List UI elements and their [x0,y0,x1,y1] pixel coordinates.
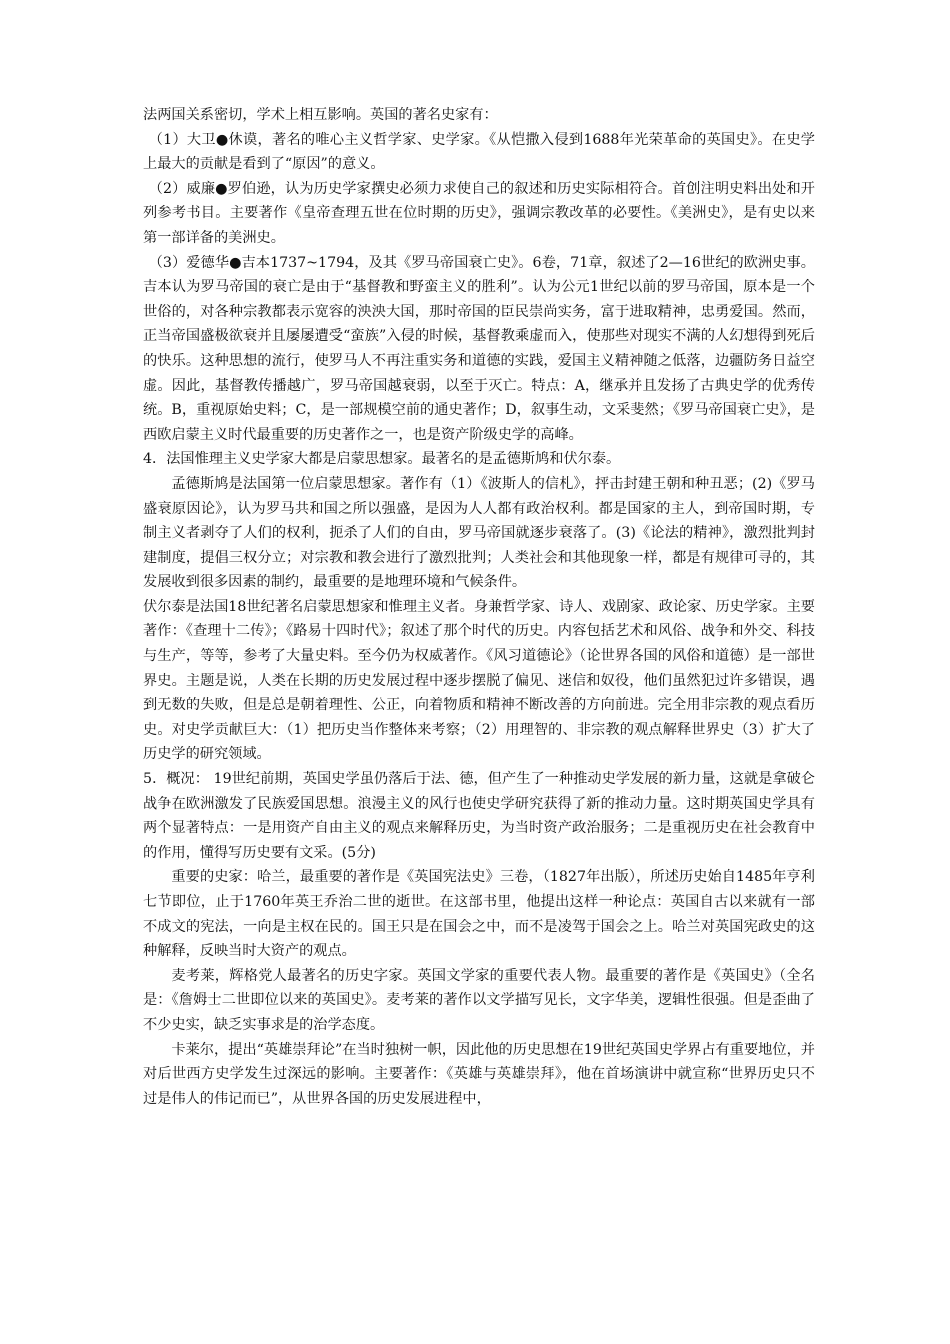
section-4-heading: 4．法国惟理主义史学家大都是启蒙思想家。最著名的是孟德斯鸠和伏尔泰。 [143,451,621,468]
paragraph-robertson: （2）威廉●罗伯逊，认为历史学家撰史必须力求使自己的叙述和历史实际相符合。首创注明史料出处和开列参考书目。主要著作《皇帝查理五世在位时期的历史》，强调宗教改革的必要性。《美洲史》，是有史以来第一部详备的美洲史。 [143,180,815,246]
paragraph-hallam: 重要的史家：哈兰，最重要的著作是《英国宪法史》三卷，（1827年出版），所述历史始自1485年亨利七节即位，止于1760年英王乔治二世的逝世。在这部书里，他提出这样一种论点：英国自古以来就有一部不成文的宪法，一向是主权在民的。国王只是在国会之中，而不是凌驾于国会之上。哈兰对英国宪政史的这种解释，反映当时大资产的观点。 [143,869,815,960]
document-page [143,103,815,1111]
intro-paragraph: 法两国关系密切，学术上相互影响。英国的著名史家有： [143,107,498,123]
paragraph-hume: （1）大卫●休谟，著名的唯心主义哲学家、史学家。《从恺撒入侵到1688年光荣革命的英国史》。在史学上最大的贡献是看到了“原因”的意义。 [143,131,815,173]
paragraph-carlyle: 卡莱尔，提出“英雄崇拜论”在当时独树一帜，因此他的历史思想在19世纪英国史学界占有重要地位，并对后世西方史学发生过深远的影响。主要著作：《英雄与英雄崇拜》，他在首场演讲中就宣称“世界历史只不过是伟人的伟记而已”，从世界各国的历史发展进程中， [143,1041,815,1107]
paragraph-voltaire: 伏尔泰是法国18世纪著名启蒙思想家和惟理主义者。身兼哲学家、诗人、戏剧家、政论家、历史学家。主要著作：《查理十二传》；《路易十四时代》；叙述了那个时代的历史。内容包括艺术和风俗、战争和外交、科技与生产，等等，参考了大量史料。至今仍为权威著作。《风习道德论》（论世界各国的风俗和道德）是一部世界史。主题是说，人类在长期的历史发展过程中逐步摆脱了偏见、迷信和奴役，他们虽然犯过许多错误，遇到无数的失败，但是总是朝着理性、公正，向着物质和精神不断改善的方向前进。完全用非宗教的观点看历史。对史学贡献巨大：（1）把历史当作整体来考察；（2）用理智的、非宗教的观点解释世界史（3）扩大了历史学的研究领域。 [143,598,815,763]
paragraph-montesquieu: 孟德斯鸠是法国第一位启蒙思想家。著作有（1）《波斯人的信札》，抨击封建王朝和种丑恶；(2)《罗马盛衰原因论》，认为罗马共和国之所以强盛，是因为人人都有政治权利。都是国家的主人，到帝国时期，专制主义者剥夺了人们的权利，扼杀了人们的自由，罗马帝国就逐步衰落了。(3)《论法的精神》，激烈批判封建制度，提倡三权分立；对宗教和教会进行了激烈批判；人类社会和其他现象一样，都是有规律可寻的，其发展收到很多因素的制约，最重要的是地理环境和气候条件。 [143,475,815,591]
paragraph-gibbon: （3）爱德华●吉本1737~1794，及其《罗马帝国衰亡史》。6卷，71章，叙述了2—16世纪的欧洲史事。吉本认为罗马帝国的衰亡是由于“基督教和野蛮主义的胜利”。认为公元1世纪以前的罗马帝国，原本是一个世俗的，对各种宗教都表示宽容的泱泱大国，那时帝国的臣民崇尚实务，富于进取精神，忠勇爱国。然而，正当帝国盛极欲衰并且屡屡遭受“蛮族”入侵的时候，基督教乘虚而入，使那些对现实不满的人幻想得到死后的快乐。这种思想的流行，使罗马人不再注重实务和道德的实践，爱国主义精神随之低落，边疆防务日益空虚。因此，基督教传播越广，罗马帝国越衰弱，以至于灭亡。特点：A，继承并且发扬了古典史学的优秀传统。B，重视原始史料；C，是一部规模空前的通史著作；D，叙事生动，文采斐然；《罗马帝国衰亡史》，是西欧启蒙主义时代最重要的历史著作之一，也是资产阶级史学的高峰。 [143,254,815,443]
paragraph-macaulay: 麦考莱，辉格党人最著名的历史字家。英国文学家的重要代表人物。最重要的著作是《英国史》（全名是：《詹姆士二世即位以来的英国史》。麦考莱的著作以文学描写见长，文字华美，逻辑性很强。但是歪曲了不少史实，缺乏实事求是的治学态度。 [143,967,815,1033]
section-5-overview: 5．概况： 19世纪前期，英国史学虽仍落后于法、德，但产生了一种推动史学发展的新力量，这就是拿破仑战争在欧洲激发了民族爱国思想。浪漫主义的风行也使史学研究获得了新的推动力量。这时期英国史学具有两个显著特点：一是用资产自由主义的观点来解释历史，为当时资产政治服务；二是重视历史在社会教育中的作用，懂得写历史要有文采。(5分) [143,771,815,861]
